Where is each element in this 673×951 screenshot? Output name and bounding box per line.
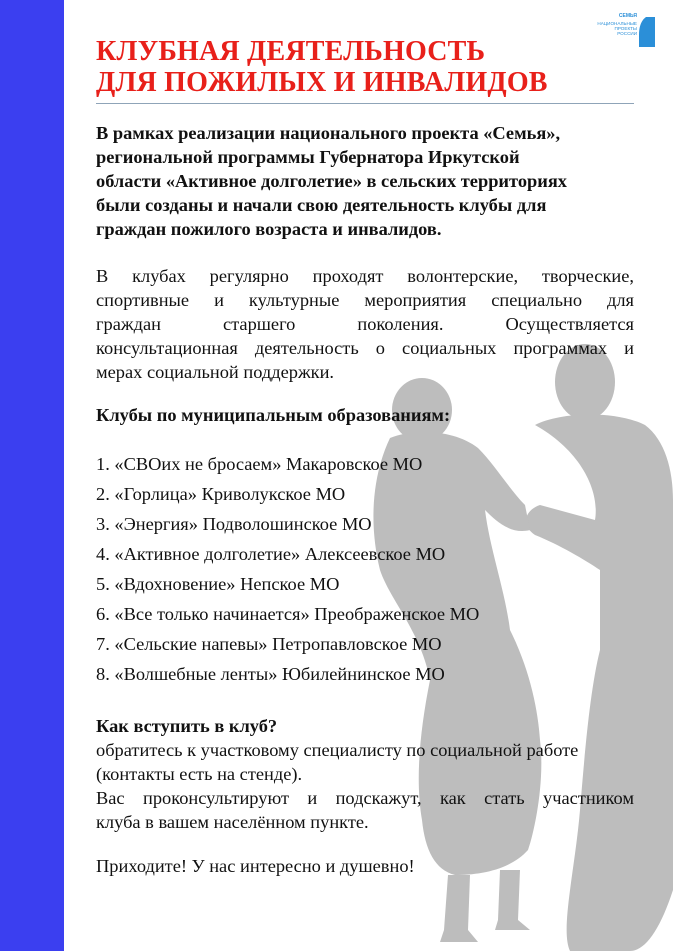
intro-line: были созданы и начали свою деятельность клубы для <box>96 195 547 215</box>
club-list <box>96 449 479 689</box>
side-accent-bar <box>0 0 64 951</box>
club-item: 5. «Вдохновение» Непское МО <box>96 574 340 594</box>
intro-line: региональной программы Губернатора Иркутской <box>96 147 520 167</box>
intro-paragraph <box>96 121 636 241</box>
club-item: 4. «Активное долголетие» Алексеевское МО <box>96 544 446 564</box>
title-line: ДЛЯ ПОЖИЛЫХ И ИНВАЛИДОВ <box>96 67 548 98</box>
logo-caption <box>593 21 637 36</box>
join-line: клуба в вашем населённом пункте. <box>96 812 369 832</box>
logo-mark-icon <box>637 17 655 47</box>
body-line: спортивные и культурные мероприятия специально для <box>96 290 634 310</box>
body-line: В клубах регулярно проходят волонтерские, творческие, <box>96 266 634 286</box>
join-line: обратитесь к участковому специалисту по социальной работе <box>96 740 579 760</box>
body-line: мерах социальной поддержки. <box>96 362 335 382</box>
activities-paragraph <box>96 264 634 384</box>
logo-brand: СЕМЬЯ <box>618 13 637 19</box>
club-item: 3. «Энергия» Подволошинское МО <box>96 514 372 534</box>
intro-line: области «Активное долголетие» в сельских территориях <box>96 171 567 191</box>
clubs-heading: Клубы по муниципальным образованиям: <box>96 405 451 425</box>
body-line: консультационная деятельность о социальных программах и <box>96 338 634 358</box>
club-item: 1. «СВОих не бросаем» Макаровское МО <box>96 454 423 474</box>
logo-caption-line: РОССИИ <box>617 31 637 36</box>
join-instructions <box>96 738 634 834</box>
title-line: КЛУБНАЯ ДЕЯТЕЛЬНОСТЬ <box>96 36 486 67</box>
logo-text <box>593 13 637 36</box>
club-item: 7. «Сельские напевы» Петропавловское МО <box>96 634 442 654</box>
body-line: граждан старшего поколения. Осуществляется <box>96 314 634 334</box>
join-line: (контакты есть на стенде). <box>96 764 303 784</box>
join-line: Вас проконсультируют и подскажут, как стать участником <box>96 788 634 808</box>
intro-line: граждан пожилого возраста и инвалидов. <box>96 219 442 239</box>
page-title <box>96 36 616 98</box>
club-item: 2. «Горлица» Криволукское МО <box>96 484 346 504</box>
club-item: 6. «Все только начинается» Преображенское МО <box>96 604 480 624</box>
logo-caption-line: ПРОЕКТЫ <box>614 26 637 31</box>
join-heading: Как вступить в клуб? <box>96 716 278 736</box>
title-divider <box>96 103 634 104</box>
closing-invitation: Приходите! У нас интересно и душевно! <box>96 856 415 876</box>
logo-caption-line: НАЦИОНАЛЬНЫЕ <box>597 21 637 26</box>
club-item: 8. «Волшебные ленты» Юбилейнинское МО <box>96 664 445 684</box>
intro-line: В рамках реализации национального проекта «Семья», <box>96 123 561 143</box>
